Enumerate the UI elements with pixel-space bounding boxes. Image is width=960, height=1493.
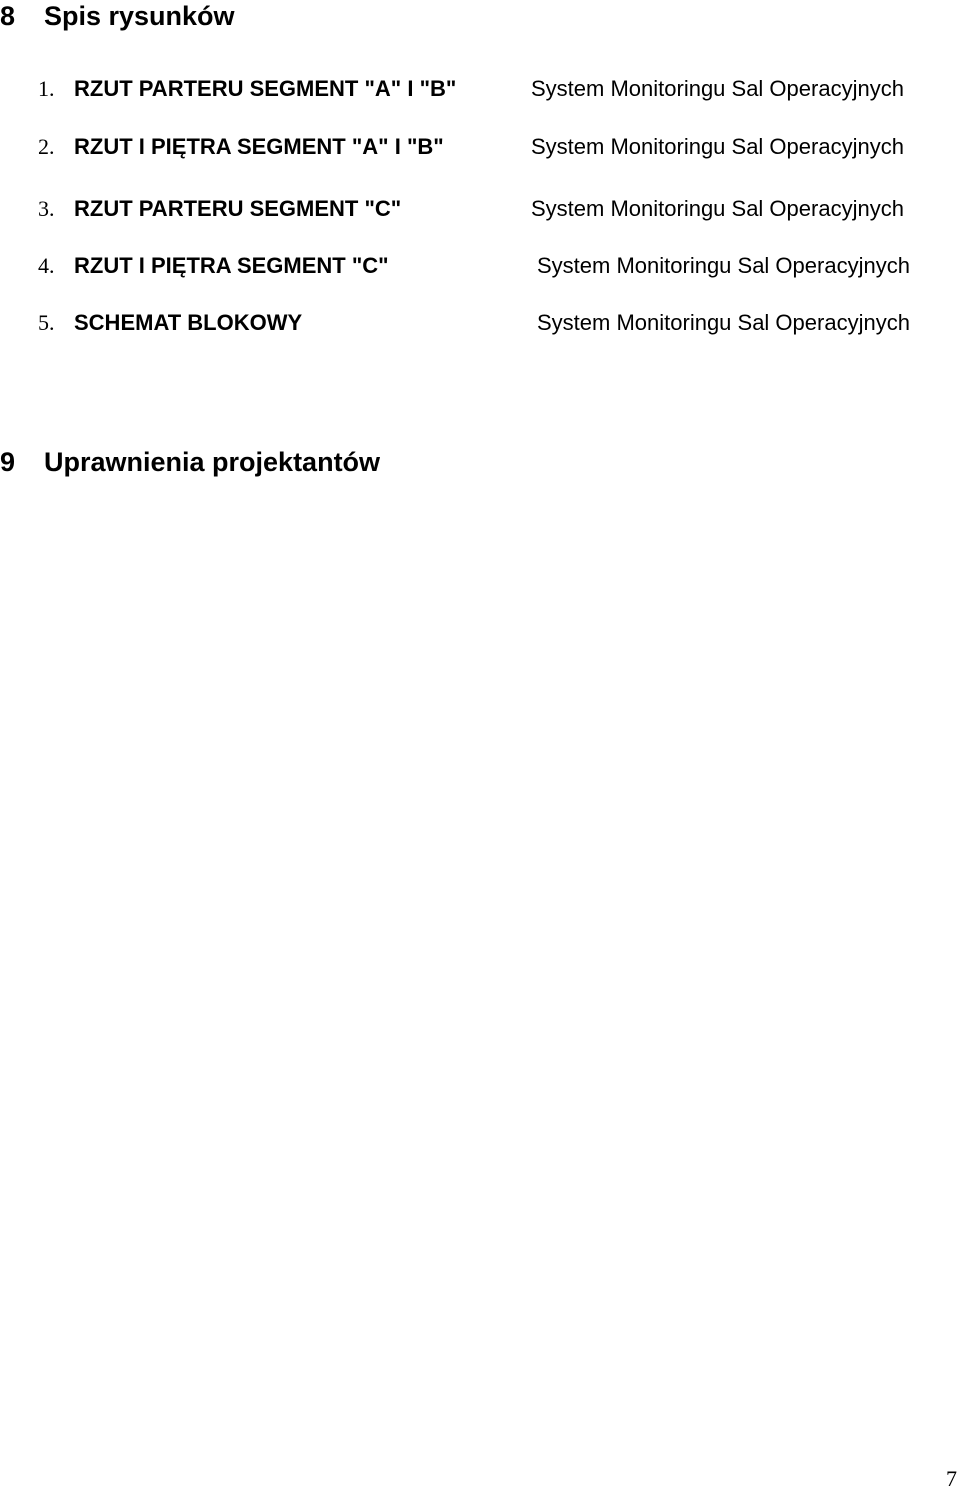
figure-list-item — [0, 307, 960, 339]
figure-list-item — [0, 73, 960, 105]
figure-system: System Monitoringu Sal Operacyjnych — [531, 196, 904, 221]
figure-list-item — [0, 131, 960, 163]
figure-list-item — [0, 250, 960, 282]
figure-number: 3. — [38, 196, 55, 221]
figure-system: System Monitoringu Sal Operacyjnych — [537, 310, 910, 335]
section-number: 9 — [0, 447, 16, 477]
figure-title: RZUT I PIĘTRA SEGMENT "C" — [74, 253, 389, 278]
section-heading-spis-rysunkow — [0, 0, 235, 32]
figure-title: RZUT PARTERU SEGMENT "C" — [74, 196, 402, 221]
section-title: Uprawnienia projektantów — [44, 447, 381, 477]
figure-number: 2. — [38, 134, 55, 159]
figure-title: RZUT I PIĘTRA SEGMENT "A" I "B" — [74, 134, 444, 159]
figure-number: 5. — [38, 310, 55, 335]
figure-title: SCHEMAT BLOKOWY — [74, 310, 303, 335]
figure-list-item — [0, 193, 960, 225]
section-heading-uprawnienia — [0, 446, 380, 478]
section-title: Spis rysunków — [44, 1, 235, 31]
figure-number: 1. — [38, 76, 55, 101]
figure-system: System Monitoringu Sal Operacyjnych — [537, 253, 910, 278]
figure-title: RZUT PARTERU SEGMENT "A" I "B" — [74, 76, 457, 101]
section-number: 8 — [0, 1, 16, 31]
figure-system: System Monitoringu Sal Operacyjnych — [531, 76, 904, 101]
figure-system: System Monitoringu Sal Operacyjnych — [531, 134, 904, 159]
page-number: 7 — [946, 1466, 957, 1491]
figure-number: 4. — [38, 253, 55, 278]
